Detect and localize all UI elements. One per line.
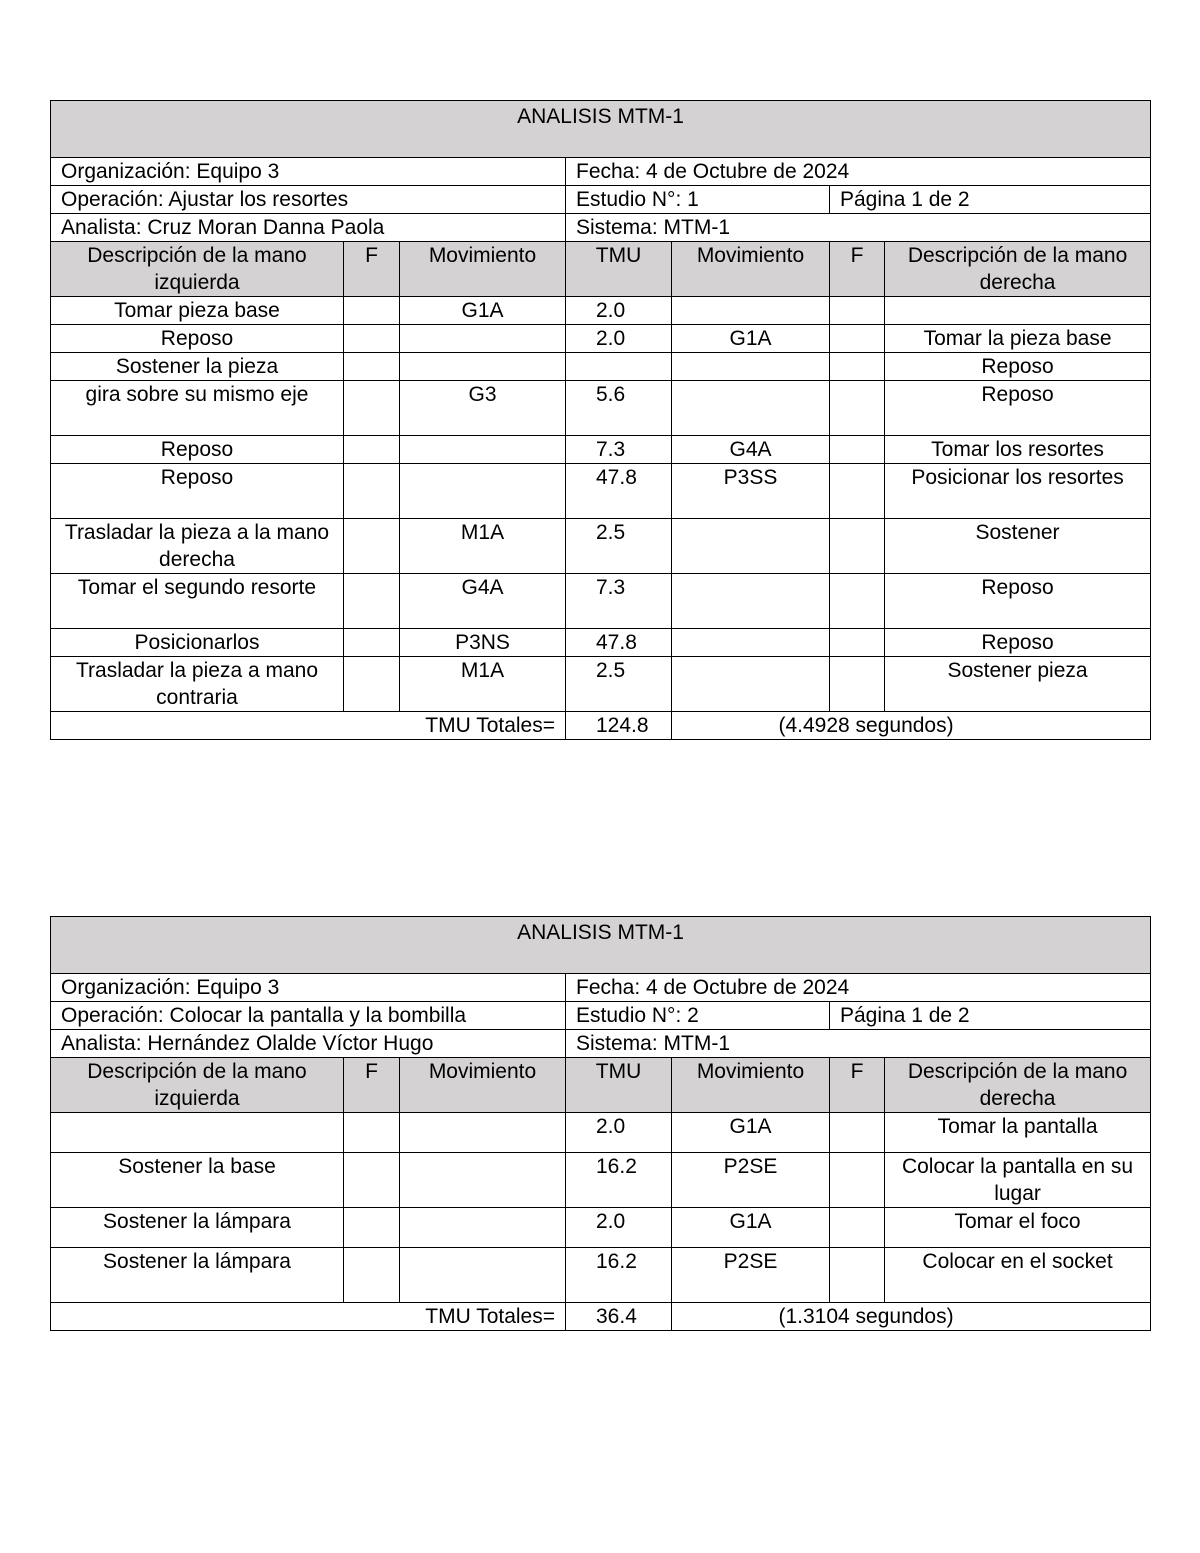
header-tmu: TMU (566, 1058, 672, 1113)
table-row (51, 574, 1151, 629)
header-mov-left: Movimiento (400, 1058, 566, 1113)
cell-f-right (830, 1113, 885, 1153)
cell-mov-right (672, 629, 830, 657)
cell-desc-left: Reposo (51, 464, 344, 519)
operacion-field: Operación: Ajustar los resortes (51, 186, 566, 214)
cell-desc-left: Sostener la lámpara (51, 1248, 344, 1303)
sistema-field: Sistema: MTM-1 (566, 214, 1151, 242)
cell-f-left (344, 464, 400, 519)
analista-field: Analista: Hernández Olalde Víctor Hugo (51, 1030, 566, 1058)
cell-desc-right: Tomar la pieza base (885, 325, 1151, 353)
total-seconds: (1.3104 segundos) (672, 1303, 1151, 1331)
organizacion-field: Organización: Equipo 3 (51, 158, 566, 186)
header-tmu: TMU (566, 242, 672, 297)
cell-desc-left: Tomar el segundo resorte (51, 574, 344, 629)
cell-desc-right: Colocar en el socket (885, 1248, 1151, 1303)
cell-f-right (830, 574, 885, 629)
cell-mov-left (400, 1248, 566, 1303)
cell-f-left (344, 657, 400, 712)
cell-desc-left: Trasladar la pieza a la mano derecha (51, 519, 344, 574)
cell-tmu: 47.8 (566, 464, 672, 519)
table-title: ANALISIS MTM-1 (51, 101, 1151, 158)
cell-mov-right: P3SS (672, 464, 830, 519)
fecha-field: Fecha: 4 de Octubre de 2024 (566, 158, 1151, 186)
header-mov-right: Movimiento (672, 242, 830, 297)
cell-desc-left: Trasladar la pieza a mano contraria (51, 657, 344, 712)
total-seconds: (4.4928 segundos) (672, 712, 1151, 740)
cell-f-right (830, 519, 885, 574)
cell-mov-left (400, 464, 566, 519)
cell-f-left (344, 1153, 400, 1208)
cell-desc-right: Reposo (885, 574, 1151, 629)
total-tmu: 124.8 (566, 712, 672, 740)
table-row (51, 1113, 1151, 1153)
cell-mov-right (672, 297, 830, 325)
cell-desc-right: Tomar la pantalla (885, 1113, 1151, 1153)
cell-mov-right (672, 353, 830, 381)
cell-f-right (830, 353, 885, 381)
sistema-field: Sistema: MTM-1 (566, 1030, 1151, 1058)
cell-mov-left: M1A (400, 657, 566, 712)
total-tmu: 36.4 (566, 1303, 672, 1331)
mtm-analysis-table-1 (50, 100, 1151, 740)
total-label: TMU Totales= (51, 1303, 566, 1331)
cell-mov-right: G1A (672, 325, 830, 353)
cell-mov-left: G4A (400, 574, 566, 629)
table-row (51, 325, 1151, 353)
cell-mov-right (672, 574, 830, 629)
table-row (51, 353, 1151, 381)
cell-f-left (344, 1113, 400, 1153)
cell-tmu: 2.0 (566, 325, 672, 353)
cell-desc-right: Sostener (885, 519, 1151, 574)
cell-mov-left (400, 325, 566, 353)
cell-f-right (830, 1153, 885, 1208)
cell-f-left (344, 381, 400, 436)
cell-desc-right: Posicionar los resortes (885, 464, 1151, 519)
cell-mov-right: G1A (672, 1113, 830, 1153)
cell-tmu: 2.5 (566, 657, 672, 712)
cell-mov-left: G1A (400, 297, 566, 325)
cell-desc-left: Sostener la lámpara (51, 1208, 344, 1248)
cell-mov-left (400, 1208, 566, 1248)
operacion-field: Operación: Colocar la pantalla y la bombilla (51, 1002, 566, 1030)
pagina-field: Página 1 de 2 (830, 1002, 1151, 1030)
rows-body (51, 1113, 1151, 1303)
cell-f-left (344, 629, 400, 657)
header-f-right: F (830, 242, 885, 297)
table-row (51, 1153, 1151, 1208)
cell-desc-right: Colocar la pantalla en su lugar (885, 1153, 1151, 1208)
cell-f-left (344, 1248, 400, 1303)
cell-desc-left (51, 1113, 344, 1153)
mtm-analysis-table-2 (50, 916, 1151, 1331)
cell-desc-right: Tomar el foco (885, 1208, 1151, 1248)
header-f-right: F (830, 1058, 885, 1113)
cell-tmu (566, 353, 672, 381)
cell-desc-left: gira sobre su mismo eje (51, 381, 344, 436)
header-desc-left: Descripción de la mano izquierda (51, 242, 344, 297)
cell-mov-left (400, 1153, 566, 1208)
cell-mov-left (400, 436, 566, 464)
cell-f-left (344, 325, 400, 353)
cell-mov-left: P3NS (400, 629, 566, 657)
cell-desc-left: Sostener la base (51, 1153, 344, 1208)
cell-mov-right: P2SE (672, 1248, 830, 1303)
cell-desc-right: Sostener pieza (885, 657, 1151, 712)
cell-tmu: 2.0 (566, 297, 672, 325)
cell-tmu: 16.2 (566, 1153, 672, 1208)
table-row (51, 1208, 1151, 1248)
cell-tmu: 16.2 (566, 1248, 672, 1303)
table-row (51, 381, 1151, 436)
cell-f-left (344, 1208, 400, 1248)
cell-desc-left: Reposo (51, 325, 344, 353)
cell-f-left (344, 353, 400, 381)
table-row (51, 297, 1151, 325)
analista-field: Analista: Cruz Moran Danna Paola (51, 214, 566, 242)
table-row (51, 464, 1151, 519)
cell-f-right (830, 1248, 885, 1303)
cell-f-right (830, 325, 885, 353)
cell-desc-right: Reposo (885, 381, 1151, 436)
cell-f-right (830, 436, 885, 464)
cell-f-left (344, 574, 400, 629)
cell-desc-right: Tomar los resortes (885, 436, 1151, 464)
header-mov-right: Movimiento (672, 1058, 830, 1113)
header-f-left: F (344, 1058, 400, 1113)
table-title: ANALISIS MTM-1 (51, 917, 1151, 974)
estudio-field: Estudio N°: 2 (566, 1002, 830, 1030)
cell-desc-left: Tomar pieza base (51, 297, 344, 325)
cell-mov-right (672, 519, 830, 574)
header-desc-right: Descripción de la mano derecha (885, 1058, 1151, 1113)
cell-f-left (344, 297, 400, 325)
cell-desc-right (885, 297, 1151, 325)
table-row (51, 436, 1151, 464)
cell-tmu: 2.5 (566, 519, 672, 574)
header-desc-right: Descripción de la mano derecha (885, 242, 1151, 297)
cell-f-right (830, 297, 885, 325)
header-desc-left: Descripción de la mano izquierda (51, 1058, 344, 1113)
cell-mov-right (672, 381, 830, 436)
cell-tmu: 7.3 (566, 436, 672, 464)
cell-f-left (344, 519, 400, 574)
cell-mov-left: M1A (400, 519, 566, 574)
organizacion-field: Organización: Equipo 3 (51, 974, 566, 1002)
cell-mov-right: G1A (672, 1208, 830, 1248)
total-label: TMU Totales= (51, 712, 566, 740)
cell-tmu: 47.8 (566, 629, 672, 657)
cell-tmu: 7.3 (566, 574, 672, 629)
cell-desc-left: Posicionarlos (51, 629, 344, 657)
cell-f-right (830, 629, 885, 657)
cell-desc-right: Reposo (885, 629, 1151, 657)
cell-desc-right: Reposo (885, 353, 1151, 381)
cell-tmu: 5.6 (566, 381, 672, 436)
table-row (51, 657, 1151, 712)
cell-f-right (830, 657, 885, 712)
cell-tmu: 2.0 (566, 1208, 672, 1248)
cell-f-right (830, 464, 885, 519)
cell-mov-right: G4A (672, 436, 830, 464)
pagina-field: Página 1 de 2 (830, 186, 1151, 214)
table-row (51, 629, 1151, 657)
header-f-left: F (344, 242, 400, 297)
cell-mov-right: P2SE (672, 1153, 830, 1208)
estudio-field: Estudio N°: 1 (566, 186, 830, 214)
cell-desc-left: Reposo (51, 436, 344, 464)
rows-body (51, 297, 1151, 712)
cell-f-right (830, 1208, 885, 1248)
table-row (51, 1248, 1151, 1303)
cell-mov-left (400, 1113, 566, 1153)
cell-mov-left (400, 353, 566, 381)
cell-f-right (830, 381, 885, 436)
fecha-field: Fecha: 4 de Octubre de 2024 (566, 974, 1151, 1002)
header-mov-left: Movimiento (400, 242, 566, 297)
cell-tmu: 2.0 (566, 1113, 672, 1153)
cell-desc-left: Sostener la pieza (51, 353, 344, 381)
cell-mov-left: G3 (400, 381, 566, 436)
cell-f-left (344, 436, 400, 464)
cell-mov-right (672, 657, 830, 712)
table-row (51, 519, 1151, 574)
